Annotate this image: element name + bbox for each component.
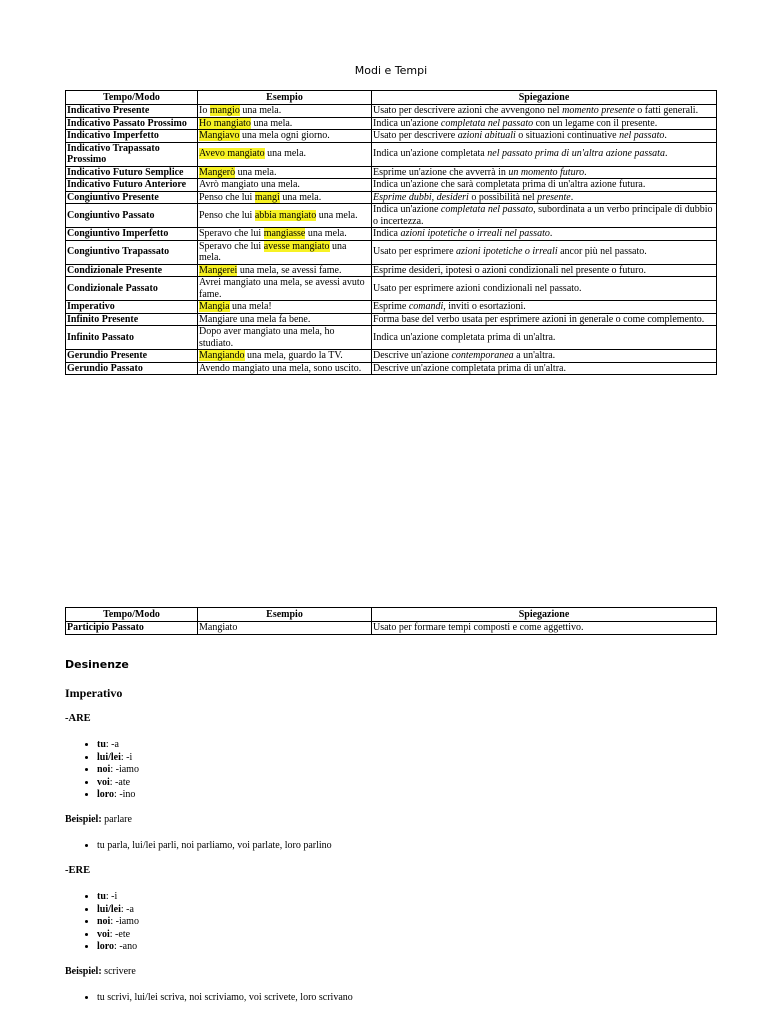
cell-example bbox=[198, 179, 372, 192]
example-text: Speravo che lui bbox=[199, 228, 264, 239]
table-row bbox=[66, 350, 717, 363]
header-tempo-modo: Tempo/Modo bbox=[66, 91, 198, 105]
header-esempio: Esempio bbox=[198, 91, 372, 105]
ending-value: : -ate bbox=[109, 776, 131, 788]
cell-mode: Congiuntivo Imperfetto bbox=[66, 228, 198, 241]
table-row bbox=[66, 204, 717, 228]
list-item bbox=[97, 777, 139, 790]
explanation-text: . bbox=[664, 130, 667, 141]
example-label: Beispiel: bbox=[65, 966, 102, 977]
explanation-text: Esprime desideri, ipotesi o azioni condizionali nel presente o futuro. bbox=[373, 264, 646, 276]
example-text: una mela. bbox=[239, 105, 282, 116]
table-row bbox=[66, 264, 717, 277]
example-text: Mangiato bbox=[199, 622, 238, 633]
emphasized-text: completata nel passato bbox=[440, 117, 534, 129]
ere-heading: -ERE bbox=[65, 865, 91, 876]
person-label: noi bbox=[97, 764, 111, 775]
example-text: una mela. bbox=[305, 228, 347, 239]
table-row bbox=[66, 240, 717, 264]
table-row bbox=[66, 191, 717, 204]
are-example bbox=[65, 814, 132, 825]
cell-explanation bbox=[372, 350, 717, 363]
cell-mode: Indicativo Imperfetto bbox=[66, 130, 198, 143]
example-text: Speravo che lui bbox=[199, 240, 264, 252]
highlighted-verb: Mangerò bbox=[199, 166, 236, 178]
cell-mode: Participio Passato bbox=[66, 622, 198, 635]
example-text: Mangiare una mela fa bene. bbox=[199, 313, 311, 325]
cell-example bbox=[198, 326, 372, 350]
explanation-text: Forma base del verbo usata per esprimere azioni in generale o come complemento. bbox=[373, 313, 705, 325]
example-text: una mela. bbox=[235, 166, 277, 178]
are-endings-list bbox=[65, 739, 139, 802]
example-text: una mela. bbox=[316, 209, 358, 221]
ending-value: : -iamo bbox=[110, 916, 139, 927]
emphasized-text: Esprime dubbi bbox=[373, 191, 432, 203]
cell-mode: Indicativo Futuro Anteriore bbox=[66, 179, 198, 192]
person-label: loro bbox=[97, 789, 115, 800]
emphasized-text: azioni ipotetiche o irreali bbox=[456, 246, 558, 258]
cell-explanation bbox=[372, 105, 717, 118]
explanation-text: Usato per esprimere azioni condizionali nel passato. bbox=[373, 282, 582, 294]
emphasized-text: nel passato bbox=[619, 130, 665, 141]
person-label: voi bbox=[97, 928, 110, 940]
ending-value: : -i bbox=[105, 891, 118, 902]
cell-explanation bbox=[372, 179, 717, 192]
cell-explanation bbox=[372, 277, 717, 301]
explanation-text: Descrive un'azione bbox=[373, 350, 452, 361]
explanation-text: o situazioni continuative bbox=[515, 130, 620, 141]
example-verb: scrivere bbox=[101, 966, 136, 977]
page-title: Modi e Tempi bbox=[354, 64, 428, 77]
explanation-text: Indica un'azione bbox=[373, 204, 441, 215]
cell-explanation bbox=[372, 228, 717, 241]
cell-mode: Indicativo Trapassato Prossimo bbox=[66, 142, 198, 166]
list-item: • tu scrivi, lui/lei scriva, noi scriviamo, voi scrivete, loro scrivano bbox=[97, 992, 353, 1005]
highlighted-verb: avesse mangiato bbox=[263, 240, 330, 252]
person-label: tu bbox=[97, 891, 106, 902]
example-text: Dopo aver mangiato una mela, ho studiato. bbox=[199, 326, 335, 349]
list-item bbox=[97, 739, 139, 752]
tenses-table bbox=[65, 90, 717, 375]
explanation-text: Usato per esprimere bbox=[373, 246, 457, 258]
emphasized-text: un momento futuro bbox=[508, 166, 585, 178]
highlighted-verb: Mangiando bbox=[199, 350, 245, 361]
cell-example bbox=[198, 277, 372, 301]
example-text: Avendo mangiato una mela, sono uscito. bbox=[199, 362, 362, 374]
example-text: una mela, se avessi fame. bbox=[237, 264, 342, 276]
cell-explanation bbox=[372, 301, 717, 314]
cell-example bbox=[198, 362, 372, 375]
list-item: • tu parla, lui/lei parli, noi parliamo, voi parlate, loro parlino bbox=[97, 840, 332, 853]
explanation-text: Indica bbox=[373, 228, 401, 239]
cell-explanation bbox=[372, 166, 717, 179]
example-label: Beispiel: bbox=[65, 814, 102, 825]
cell-explanation bbox=[372, 142, 717, 166]
table-header-row bbox=[66, 91, 717, 105]
cell-mode: Indicativo Futuro Semplice bbox=[66, 166, 198, 179]
cell-mode: Congiuntivo Passato bbox=[66, 204, 198, 228]
cell-example bbox=[198, 204, 372, 228]
cell-example bbox=[198, 301, 372, 314]
ere-endings-list bbox=[65, 891, 139, 954]
cell-explanation bbox=[372, 313, 717, 326]
example-text: Avrei mangiato una mela, se avessi avuto fame. bbox=[199, 277, 365, 300]
explanation-text: Usato per descrivere bbox=[373, 130, 458, 141]
highlighted-verb: mangio bbox=[209, 105, 240, 116]
ere-conjugation-list bbox=[65, 992, 353, 1005]
ending-value: : -ino bbox=[114, 789, 136, 800]
person-label: noi bbox=[97, 916, 111, 927]
emphasized-text: presente bbox=[537, 191, 571, 203]
cell-mode: Gerundio Passato bbox=[66, 362, 198, 375]
list-item bbox=[97, 929, 139, 942]
example-text: Penso che lui bbox=[199, 191, 255, 203]
highlighted-verb: Mangiavo bbox=[199, 130, 240, 141]
cell-explanation bbox=[372, 240, 717, 264]
highlighted-verb: Avevo mangiato bbox=[199, 148, 265, 160]
cell-explanation bbox=[372, 264, 717, 277]
cell-explanation bbox=[372, 362, 717, 375]
list-item bbox=[97, 752, 139, 765]
example-text: una mela ogni giorno. bbox=[239, 130, 330, 141]
cell-explanation bbox=[372, 130, 717, 143]
cell-explanation bbox=[372, 191, 717, 204]
cell-mode: Imperativo bbox=[66, 301, 198, 314]
cell-explanation bbox=[372, 204, 717, 228]
cell-example bbox=[198, 130, 372, 143]
explanation-text: o fatti generali. bbox=[634, 105, 699, 116]
cell-mode: Condizionale Passato bbox=[66, 277, 198, 301]
cell-example bbox=[198, 622, 372, 635]
explanation-text: . bbox=[664, 148, 668, 160]
cell-mode: Indicativo Passato Prossimo bbox=[66, 117, 198, 130]
list-item bbox=[97, 941, 139, 954]
highlighted-verb: Ho mangiato bbox=[199, 117, 251, 129]
ending-value: : -a bbox=[105, 739, 119, 750]
ending-value: : -a bbox=[120, 903, 134, 915]
are-conjugation-list bbox=[65, 840, 332, 853]
ending-value: : -iamo bbox=[110, 764, 139, 775]
explanation-text: Indica un'azione completata prima di un'altra. bbox=[373, 331, 556, 343]
explanation-text: ancor più nel passato. bbox=[557, 246, 647, 258]
highlighted-verb: Mangia bbox=[199, 301, 230, 312]
highlighted-verb: abbia mangiato bbox=[254, 209, 317, 221]
table-row bbox=[66, 179, 717, 192]
ere-example bbox=[65, 966, 136, 977]
explanation-text: Indica un'azione bbox=[373, 117, 441, 129]
table-row bbox=[66, 166, 717, 179]
list-item bbox=[97, 764, 139, 777]
are-heading: -ARE bbox=[65, 713, 91, 724]
explanation-text: a un'altra. bbox=[513, 350, 556, 361]
explanation-text: Usato per formare tempi composti e come aggettivo. bbox=[373, 622, 584, 633]
table-row bbox=[66, 326, 717, 350]
example-text: una mela. bbox=[264, 148, 307, 160]
explanation-text: . bbox=[584, 166, 587, 178]
example-text: Io bbox=[199, 105, 210, 116]
cell-mode: Condizionale Presente bbox=[66, 264, 198, 277]
cell-explanation bbox=[372, 622, 717, 635]
cell-example bbox=[198, 117, 372, 130]
person-label: lui/lei bbox=[97, 903, 121, 915]
explanation-text: Descrive un'azione completata prima di un'altra. bbox=[373, 362, 566, 374]
explanation-text: Esprime bbox=[373, 301, 409, 312]
table-row bbox=[66, 313, 717, 326]
example-text: una mela. bbox=[279, 191, 322, 203]
person-label: loro bbox=[97, 941, 115, 952]
example-text: una mela. bbox=[250, 117, 293, 129]
cell-example bbox=[198, 191, 372, 204]
ending-value: : -i bbox=[120, 751, 133, 763]
example-text: una mela. bbox=[199, 240, 347, 263]
cell-example bbox=[198, 264, 372, 277]
explanation-text: . bbox=[549, 228, 553, 239]
example-verb: parlare bbox=[101, 814, 132, 825]
emphasized-text: comandi bbox=[408, 301, 444, 312]
header-spiegazione: Spiegazione bbox=[372, 608, 717, 622]
highlighted-verb: Mangerei bbox=[199, 264, 238, 276]
emphasized-text: contemporanea bbox=[451, 350, 514, 361]
explanation-text: . bbox=[570, 191, 574, 203]
cell-example bbox=[198, 228, 372, 241]
emphasized-text: azioni abituali bbox=[457, 130, 516, 141]
cell-mode: Congiuntivo Presente bbox=[66, 191, 198, 204]
highlighted-verb: mangiasse bbox=[263, 228, 306, 239]
person-label: tu bbox=[97, 739, 106, 750]
participle-table-body bbox=[66, 622, 717, 635]
person-label: voi bbox=[97, 776, 110, 788]
table-header-row bbox=[66, 608, 717, 622]
explanation-text: con un legame con il presente. bbox=[533, 117, 658, 129]
cell-example bbox=[198, 350, 372, 363]
header-spiegazione: Spiegazione bbox=[372, 91, 717, 105]
cell-example bbox=[198, 240, 372, 264]
cell-explanation bbox=[372, 326, 717, 350]
table-row bbox=[66, 362, 717, 375]
desinenze-heading: Desinenze bbox=[65, 658, 129, 671]
table-row bbox=[66, 228, 717, 241]
emphasized-text: completata nel passato bbox=[440, 204, 534, 215]
explanation-text: Usato per descrivere azioni che avvengono nel bbox=[373, 105, 563, 116]
emphasized-text: desideri bbox=[436, 191, 469, 203]
cell-mode: Gerundio Presente bbox=[66, 350, 198, 363]
table-row bbox=[66, 117, 717, 130]
ending-value: : -ano bbox=[114, 941, 138, 952]
emphasized-text: momento presente bbox=[562, 105, 635, 116]
cell-example bbox=[198, 166, 372, 179]
header-esempio: Esempio bbox=[198, 608, 372, 622]
table-row bbox=[66, 130, 717, 143]
table-row bbox=[66, 622, 717, 635]
table-row bbox=[66, 105, 717, 118]
person-label: lui/lei bbox=[97, 751, 121, 763]
explanation-text: Indica un'azione completata bbox=[373, 148, 488, 160]
emphasized-text: nel passato prima di un'altra azione passata bbox=[487, 148, 665, 160]
emphasized-text: azioni ipotetiche o irreali nel passato bbox=[400, 228, 550, 239]
cell-mode: Infinito Passato bbox=[66, 326, 198, 350]
imperativo-heading: Imperativo bbox=[65, 686, 123, 700]
list-item bbox=[97, 891, 139, 904]
cell-example bbox=[198, 105, 372, 118]
cell-example bbox=[198, 142, 372, 166]
explanation-text: Esprime un'azione che avverrà in bbox=[373, 166, 509, 178]
example-text: una mela! bbox=[229, 301, 272, 312]
table-row bbox=[66, 277, 717, 301]
cell-explanation bbox=[372, 117, 717, 130]
highlighted-verb: mangi bbox=[254, 191, 280, 203]
list-item bbox=[97, 904, 139, 917]
ending-value: : -ete bbox=[109, 928, 131, 940]
tenses-table-body bbox=[66, 105, 717, 375]
cell-example bbox=[198, 313, 372, 326]
table-row bbox=[66, 301, 717, 314]
cell-mode: Indicativo Presente bbox=[66, 105, 198, 118]
explanation-text: , subordinata a un verbo principale di dubbio o incertezza. bbox=[373, 204, 713, 227]
cell-mode: Infinito Presente bbox=[66, 313, 198, 326]
explanation-text: , bbox=[431, 191, 437, 203]
list-item bbox=[97, 916, 139, 929]
explanation-text: o possibilità nel bbox=[468, 191, 538, 203]
explanation-text: Indica un'azione che sarà completata prima di un'altra azione futura. bbox=[373, 179, 646, 190]
list-item bbox=[97, 789, 139, 802]
table-row bbox=[66, 142, 717, 166]
example-text: Avrò mangiato una mela. bbox=[199, 179, 300, 190]
header-tempo-modo: Tempo/Modo bbox=[66, 608, 198, 622]
example-text: Penso che lui bbox=[199, 209, 255, 221]
explanation-text: , inviti o esortazioni. bbox=[443, 301, 526, 312]
participle-table bbox=[65, 607, 717, 635]
example-text: una mela, guardo la TV. bbox=[244, 350, 343, 361]
cell-mode: Congiuntivo Trapassato bbox=[66, 240, 198, 264]
